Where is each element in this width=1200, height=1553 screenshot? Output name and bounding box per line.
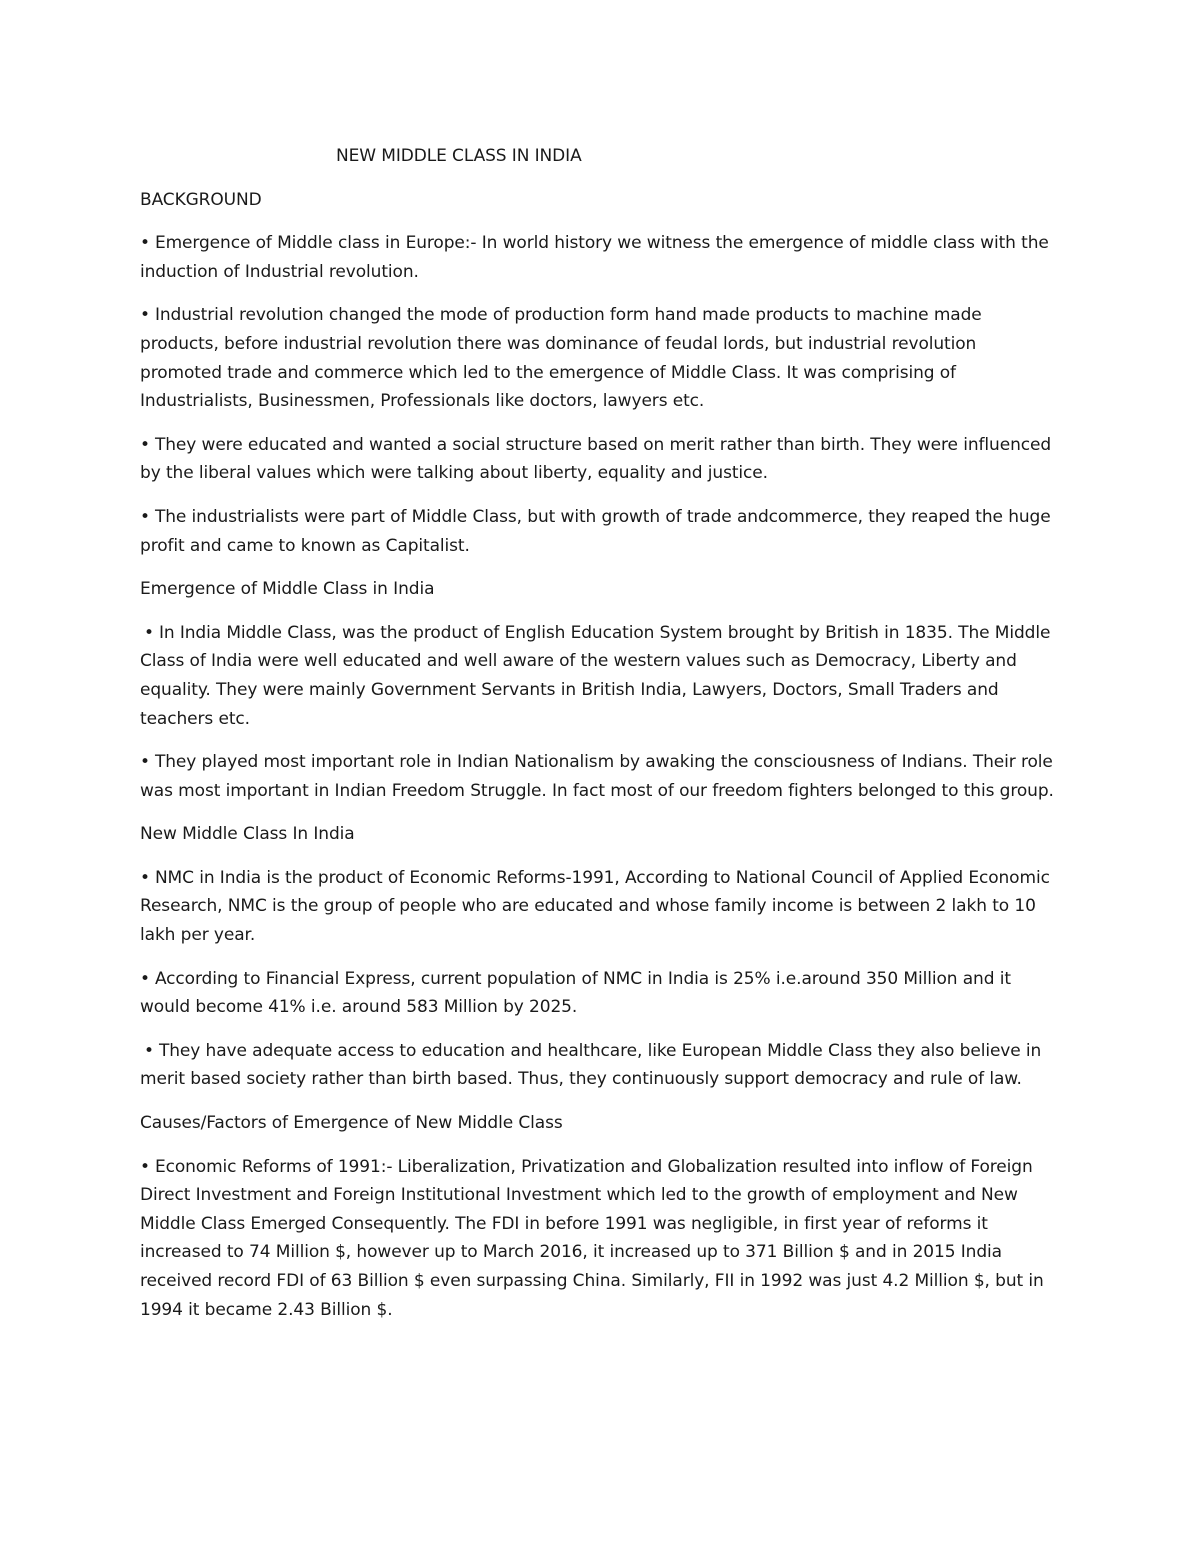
paragraph-text: They have adequate access to education and healthcare, like European Middle Class they also believe in merit based society rather than birth based. Thus, they continuously support democracy and rule of law.: [140, 1040, 1042, 1090]
paragraph-text: In India Middle Class, was the product of English Education System brought by British in 1835. The Middle Class of India were well educated and well aware of the western values such as Democracy, Liberty and equality. They were mainly Government Servants in British India, Lawyers, Doctors, Small Traders and teachers etc.: [140, 622, 1051, 729]
bullet-icon: •: [144, 622, 154, 643]
bullet-icon: •: [140, 305, 150, 326]
paragraph-text: Emergence of Middle class in Europe:- In world history we witness the emergence of middle class with the induction of Industrial revolution.: [140, 233, 1049, 282]
paragraph-text: According to Financial Express, current population of NMC in India is 25% i.e.around 350 Million and it would become 41% i.e. around 583 Million by 2025.: [140, 968, 1011, 1018]
paragraph-text: They played most important role in Indian Nationalism by awaking the consciousness of Indians. Their role was most important in Indian Freedom Struggle. In fact most of our freedom fighters belonged to this group.: [140, 752, 1054, 801]
bullet-icon: •: [140, 1156, 150, 1177]
document-body: [140, 142, 1060, 1339]
bullet-paragraph: [140, 1153, 1060, 1325]
paragraph-text: They were educated and wanted a social structure based on merit rather than birth. They were influenced by the liberal values which were talking about liberty, equality and justice.: [140, 434, 1052, 484]
paragraph-text: The industrialists were part of Middle Class, but with growth of trade andcommerce, they reaped the huge profit and came to known as Capitalist.: [140, 506, 1051, 556]
bullet-icon: •: [140, 434, 150, 455]
bullet-paragraph: [140, 431, 1060, 488]
section-heading-new-middle-class: New Middle Class In India: [140, 824, 355, 845]
paragraph-text: Industrial revolution changed the mode of production form hand made products to machine made products, before industrial revolution there was dominance of feudal lords, but industrial revolution promoted trade and commerce which led to the emergence of Middle Class. It was comprising of Industrialists, Businessmen, Professionals like doctors, lawyers etc.: [140, 305, 982, 412]
bullet-icon: •: [140, 968, 150, 989]
bullet-paragraph: [140, 619, 1060, 733]
bullet-paragraph: [140, 965, 1060, 1022]
section-heading-background: BACKGROUND: [140, 189, 262, 210]
paragraph-text: NMC in India is the product of Economic Reforms-1991, According to National Council of Applied Economic Research, NMC is the group of people who are educated and whose family income is between 2 lakh to 10 lakh per year.: [140, 867, 1050, 946]
bullet-paragraph: [140, 301, 1060, 415]
bullet-paragraph: [140, 864, 1060, 950]
bullet-paragraph: [140, 748, 1060, 805]
section-heading-emergence-india: Emergence of Middle Class in India: [140, 579, 435, 600]
bullet-paragraph: [140, 229, 1060, 286]
section-heading-causes: Causes/Factors of Emergence of New Middle Class: [140, 1113, 563, 1134]
bullet-paragraph: [140, 1037, 1060, 1094]
bullet-icon: •: [140, 506, 150, 527]
document-title: NEW MIDDLE CLASS IN INDIA: [336, 146, 582, 166]
bullet-icon: •: [144, 1040, 154, 1061]
bullet-icon: •: [140, 752, 150, 773]
bullet-icon: •: [140, 233, 150, 254]
bullet-icon: •: [140, 867, 150, 888]
bullet-paragraph: [140, 503, 1060, 560]
paragraph-text: Economic Reforms of 1991:- Liberalization, Privatization and Globalization resulted into inflow of Foreign Direct Investment and Foreign Institutional Investment which led to the growth of employment and New Middle Class Emerged Consequently. The FDI in before 1991 was negligible, in first year of reforms it increased to 74 Million $, however up to March 2016, it increased up to 371 Billion $ and in 2015 India received record FDI of 63 Billion $ even surpassing China. Similarly, FII in 1992 was just 4.2 Million $, but in 1994 it became 2.43 Billion $.: [140, 1156, 1044, 1320]
